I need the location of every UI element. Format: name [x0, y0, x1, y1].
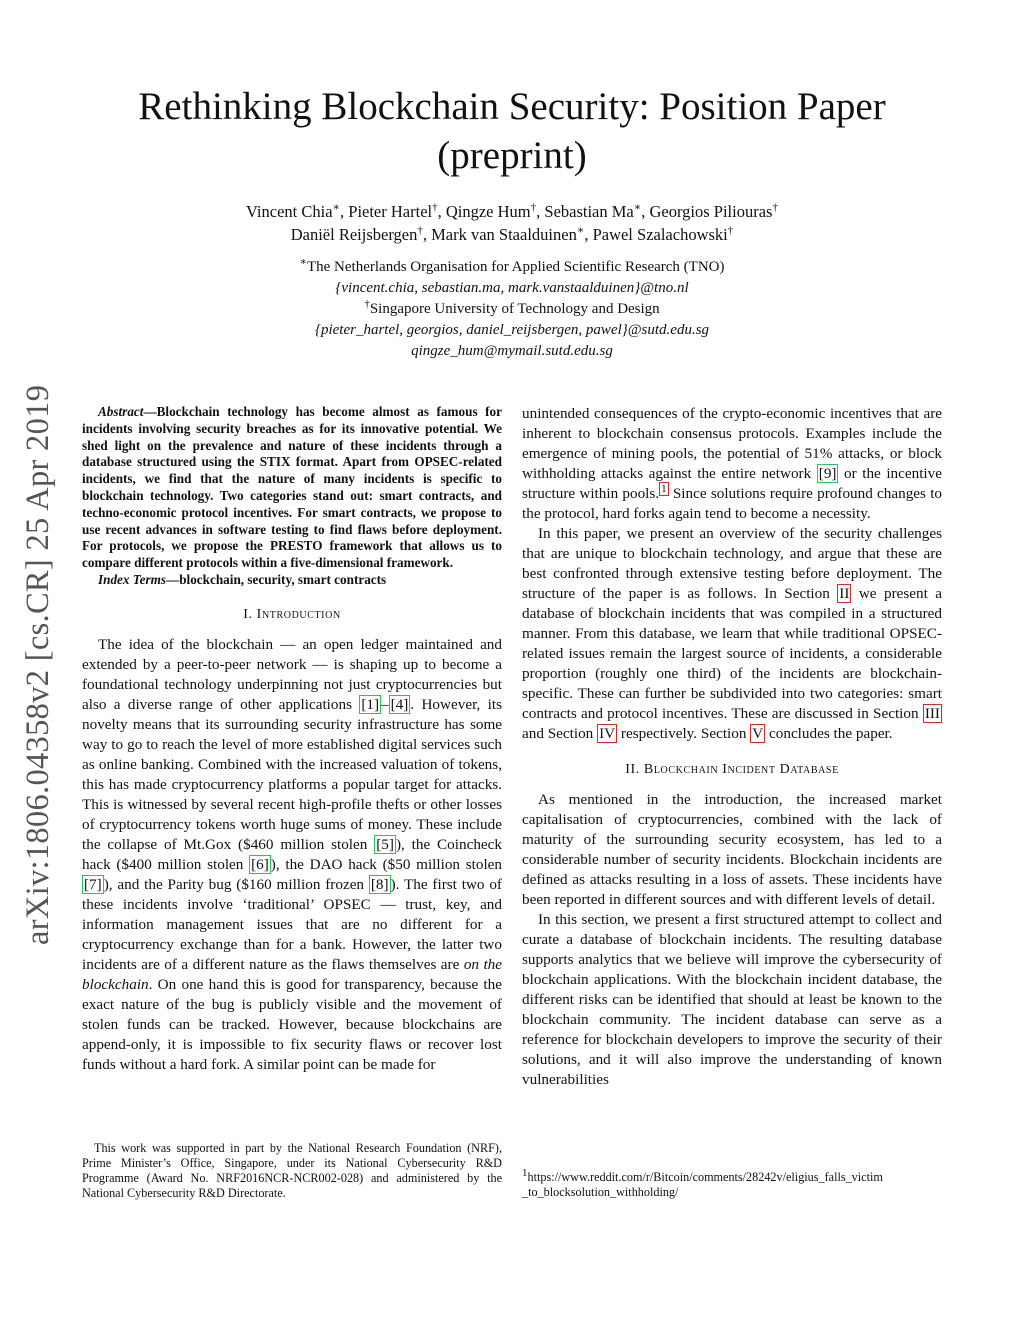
section-link[interactable]: V	[752, 725, 764, 742]
affiliation-emails: {vincent.chia, sebastian.ma, mark.vanstaalduinen}@tno.nl	[335, 280, 689, 296]
footnote-url-continued[interactable]: _to_blocksolution_withholding/	[522, 1185, 679, 1199]
footnote-marker: 1	[522, 1166, 528, 1179]
index-terms-text: —blockchain, security, smart contracts	[166, 571, 387, 587]
intro-paragraph	[82, 635, 502, 1075]
text-run: or the incentive structure within pools.	[522, 465, 942, 502]
affiliation-marker: †	[530, 201, 537, 214]
abstract-label: Abstract	[98, 404, 144, 419]
section-link[interactable]: III	[924, 705, 940, 722]
index-terms-label: Index Terms	[98, 571, 167, 587]
structure-paragraph	[522, 524, 942, 744]
affiliation-sutd	[100, 299, 924, 320]
text-run: Since solutions require profound changes to the protocol, hard forks again tend to become a necessity.	[522, 485, 943, 522]
author-name: Daniël Reijsbergen	[290, 225, 418, 244]
citation-link[interactable]: [7]	[84, 875, 102, 893]
text-run: ). The first two of these incidents involve ‘traditional’ OPSEC — trust, key, and information management issues that are no different for a cryptocurrency exchange than for a bank. However, the latter two incidents are of a different nature as the flaws themselves are	[82, 875, 502, 973]
title-line-2: (preprint)	[437, 134, 587, 177]
funding-footnote: This work was supported in part by the National Research Foundation (NRF), Prime Minister’s Office, Singapore, under its National Cybersecurity R&D Programme (Award No. NRF2016NCR-NCR002-028) and administered by the National Cybersecurity R&D Directorate.	[82, 1141, 502, 1200]
citation-link[interactable]: [5]	[376, 835, 394, 853]
affiliation-marker: †	[364, 298, 370, 310]
text-run: concludes the paper.	[765, 725, 893, 742]
section-link[interactable]: II	[839, 585, 850, 602]
citation-link[interactable]: [1]	[361, 695, 380, 713]
emphasis-text: on the blockchain	[82, 955, 503, 993]
database-paragraph: In this section, we present a first structured attempt to collect and curate a database of blockchain incidents. The resulting database supports analytics that we believe will improve the cybersecurity of blockchain applications. With the blockchain incident database, the different risks can be identified that should at least be known to the blockchain community. The incident database can serve as a reference for blockchain developers to improve the security of their solutions, and it will also improve the understanding of known vulnerabilities	[522, 911, 942, 1088]
section-link[interactable]: IV	[599, 725, 616, 742]
text-run: we present a database of blockchain incidents that was compiled in a structured manner. From this database, we learn that while traditional OPSEC-related issues remain the largest source of incidents, a considerable proportion (roughly one third) of the incidents are blockchain-specific. These can further be subdivided into two categories: smart contracts and protocol incentives. These are discussed in Section	[522, 585, 942, 722]
affiliation-marker: †	[432, 201, 438, 214]
url-footnote	[522, 1166, 942, 1200]
text-run: ), the Coincheck hack ($400 million stolen	[82, 835, 503, 873]
affiliation-marker: ∗	[299, 256, 307, 268]
text-run: . However, its novelty means that its surrounding security infrastructure has some way to go to reach the level of more established digital services such as online banking. Combined with the increased valuation of tokens, this has made cryptocurrency platforms a popular target for attacks. This is witnessed by several recent high-profile thefts or other losses of cryptocurrency tokens worth huge sums of money. These include the collapse of Mt.Gox ($460 million stolen	[82, 695, 502, 853]
author-name: , Sebastian Ma	[536, 202, 634, 221]
author-list	[100, 200, 924, 246]
affiliation-marker: †	[772, 201, 778, 214]
database-paragraph: As mentioned in the introduction, the increased market capitalisation of cryptocurrencies, combined with the lack of maturity of the surrounding security ecosystem, has led to a considerable number of security incidents. Blockchain incidents are defined as attacks resulting in a loss of assets. These incidents have been reported in different sources and with different levels of detail.	[522, 791, 942, 908]
affiliation-marker: ∗	[576, 224, 585, 237]
affiliation-name: Singapore University of Technology and Design	[369, 301, 660, 317]
right-column	[522, 404, 942, 1090]
paper-title	[100, 82, 924, 180]
affiliation-name: The Netherlands Organisation for Applied Scientific Research (TNO)	[306, 259, 725, 275]
author-name: Vincent Chia	[246, 202, 333, 221]
text-run: and Section	[522, 725, 598, 742]
text-run: The idea of the blockchain — an open ledger maintained and extended by a peer-to-peer network — is shaping up to become a foundational technology underpinning not just cryptocurrencies but also a diverse range of other applications	[82, 635, 502, 713]
author-name: , Pawel Szalachowski	[584, 225, 728, 244]
intro-paragraph-continued	[522, 404, 942, 524]
citation-link[interactable]: [9]	[818, 465, 837, 482]
author-name: , Mark van Staalduinen	[422, 225, 577, 244]
affiliation-marker: ∗	[633, 201, 642, 214]
abstract	[82, 404, 502, 572]
author-name: , Qingze Hum	[437, 202, 531, 221]
affiliation-tno	[100, 257, 924, 278]
text-run: . On one hand this is good for transparency, because the exact nature of the bug is publicly visible and the movement of stolen funds can be tracked. However, because blockchains are append-only, it is impossible to fix security flaws or recover lost funds without a hard fork. A similar point can be made for	[82, 975, 502, 1073]
index-terms	[82, 572, 502, 589]
author-name: , Pieter Hartel	[340, 202, 433, 221]
citation-link[interactable]: [6]	[251, 855, 269, 873]
citation-link[interactable]: [4]	[390, 695, 409, 713]
affiliation-emails: {pieter_hartel, georgios, daniel_reijsbergen, pawel}@sutd.edu.sg	[314, 322, 710, 338]
section-heading-introduction: I. Introduction	[243, 606, 341, 622]
affiliations	[100, 257, 924, 362]
text-run: In this paper, we present an overview of the security challenges that are unique to blockchain technology, and argue that these are best confronted through extensive testing before deployment. The structure of the paper is as follows. In Section	[522, 525, 942, 602]
author-name: , Georgios Piliouras	[641, 202, 773, 221]
text-run: ), the DAO hack ($50 million stolen	[270, 855, 502, 873]
text-run: –	[381, 695, 389, 713]
footnote-link[interactable]: 1	[661, 482, 667, 495]
left-column	[82, 404, 502, 1075]
abstract-text: —Blockchain technology has become almost as famous for incidents involving security breaches as for its innovative potential. We shed light on the prevalence and nature of these incidents through a database structured using the STIX format. Apart from OPSEC-related incidents, we find that the nature of many incidents is specific to blockchain technology. Two categories stand out: smart contracts, and techno-economic protocol incentives. For smart contracts, we propose to use recent advances in software testing to find flaws before deployment. For protocols, we propose the PRESTO framework that allows us to compare different protocols within a five-dimensional framework.	[82, 404, 502, 571]
text-run: respectively. Section	[617, 725, 751, 742]
affiliation-marker: †	[417, 224, 423, 237]
affiliation-marker: †	[727, 224, 734, 237]
arxiv-side-stamp: arXiv:1806.04358v2 [cs.CR] 25 Apr 2019	[20, 384, 56, 945]
affiliation-email: qingze_hum@mymail.sutd.edu.sg	[411, 343, 613, 359]
footnote-url[interactable]: https://www.reddit.com/r/Bitcoin/comments/28242v/eligius_falls_victim	[527, 1170, 883, 1184]
section-heading-incident-database: II. Blockchain Incident Database	[625, 762, 839, 777]
affiliation-marker: ∗	[332, 201, 341, 214]
title-line-1: Rethinking Blockchain Security: Position Paper	[138, 85, 886, 128]
text-run: unintended consequences of the crypto-economic incentives that are inherent to blockchain consensus protocols. Examples include the emergence of mining pools, the potential of 51% attacks, or block withholding attacks against the entire network	[522, 405, 942, 482]
citation-link[interactable]: [8]	[370, 875, 389, 893]
text-run: ), and the Parity bug ($160 million frozen	[103, 875, 369, 893]
